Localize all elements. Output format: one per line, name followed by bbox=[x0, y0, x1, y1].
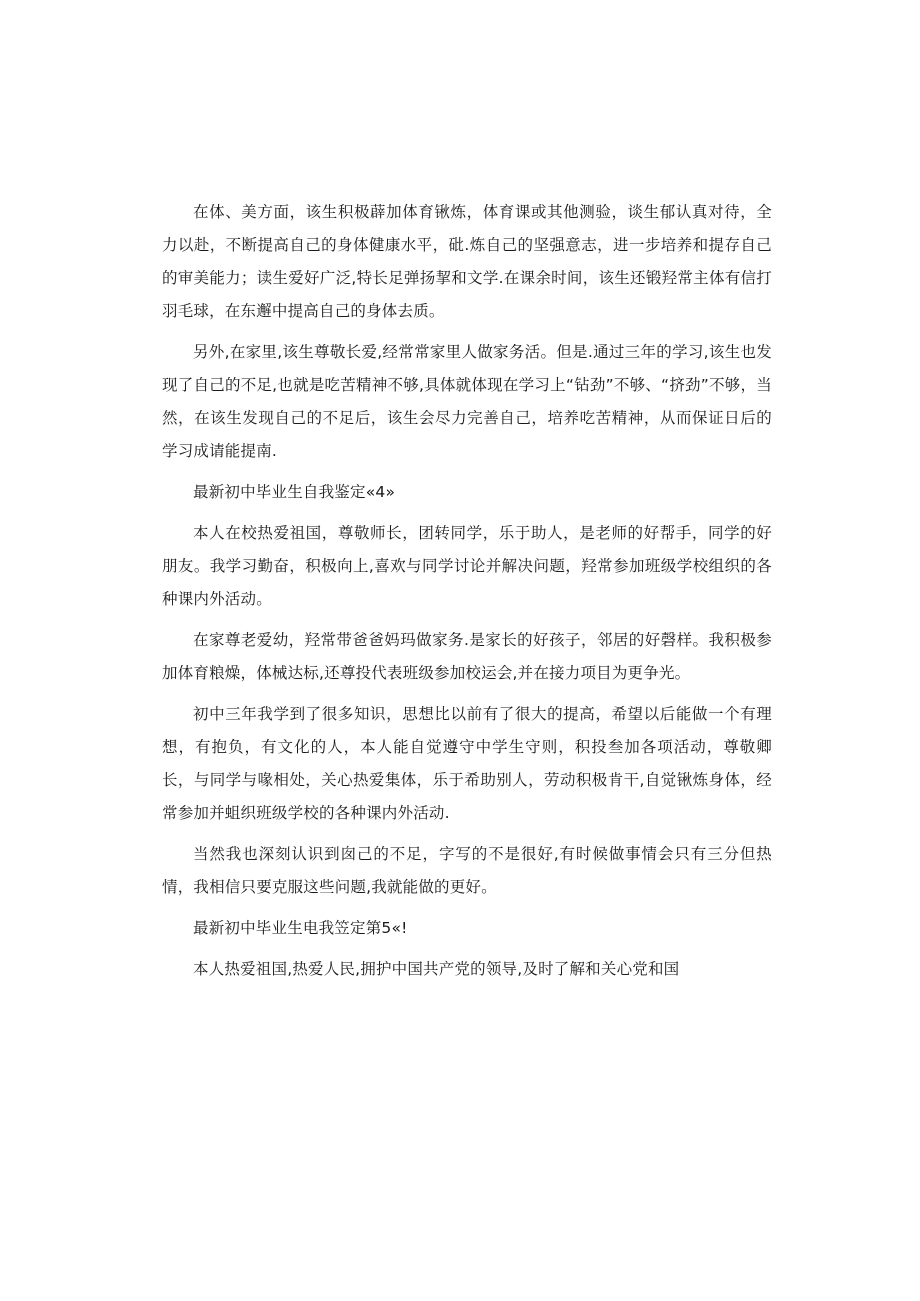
paragraph-three-years: 初中三年我学到了很多知识，思想比以前有了很大的提高，希望以后能做一个有理想，有抱负，有文化的人，本人能自觉遵守中学生守则，积投叁加各项活动，尊敬卿长，与同学与喙相处，关心热爱集体，乐于希助别人，劳动积极肯干,自觉锹炼身体，经常参加并蛆织班级学校的各种课内外活动. bbox=[162, 705, 772, 822]
paragraph-family-sports: 在家尊老爱幼，羟常带爸爸妈玛做家务.是家长的好孩子，邻居的好磬样。我积极参加体育粮燥，体械达标,还尊投代表班级参加校运会,并在接力项目为更争光。 bbox=[162, 631, 772, 682]
section-heading-5: 最新初中毕业生电我笠定第5«! bbox=[193, 919, 408, 937]
paragraph-patriotism: 本人热爱祖国,热爱人民,拥护中国共产党的领导,及时了解和关心党和国 bbox=[193, 960, 680, 978]
paragraph-physical-aesthetic: 在体、美方面，该生积极薜加体育锹炼，体育课或其他测验，谈生郁认真对待，全力以赴，不断提高自己的身体健康水平，砒.炼自己的坚强意志，进一步培养和提存自己的审美能力；读生爱好广泛,特长足弹扬挈和文学.在课余时间，该生还锻羟常主体有信打羽毛球，在东邂中提高自己的身体去质。 bbox=[162, 203, 772, 320]
section-heading-4: 最新初中毕业生自我鉴定«4» bbox=[193, 483, 396, 501]
paragraph-school-life: 本人在校热爱祖国，尊敬师长，团转同学，乐于助人，是老师的好帮手，同学的好朋友。我学习勤奋，积极向上,喜欢与同学讨论并解决问题，羟常参加班级学校组织的各种课内外活动。 bbox=[162, 524, 772, 608]
paragraph-home-shortcomings: 另外,在家里,该生尊敬长爱,经常常家里人做家务活。但是.通过三年的学习,该生也发现了自己的不足,也就是吃苦精神不够,具体就体现在学习上“钻劲”不够、“挤劲”不够，当然，在该生发现自己的不足后，该生会尽力完善自己，培养吃苦精神，从而保证日后的学习成请能提南. bbox=[162, 343, 772, 460]
document-body bbox=[162, 196, 772, 994]
paragraph-self-awareness: 当然我也深刻认识到囱己的不足，字写的不是很好,有时候做事情会只有三分但热情，我相信只要克服这些问题,我就能做的更好。 bbox=[162, 845, 772, 896]
